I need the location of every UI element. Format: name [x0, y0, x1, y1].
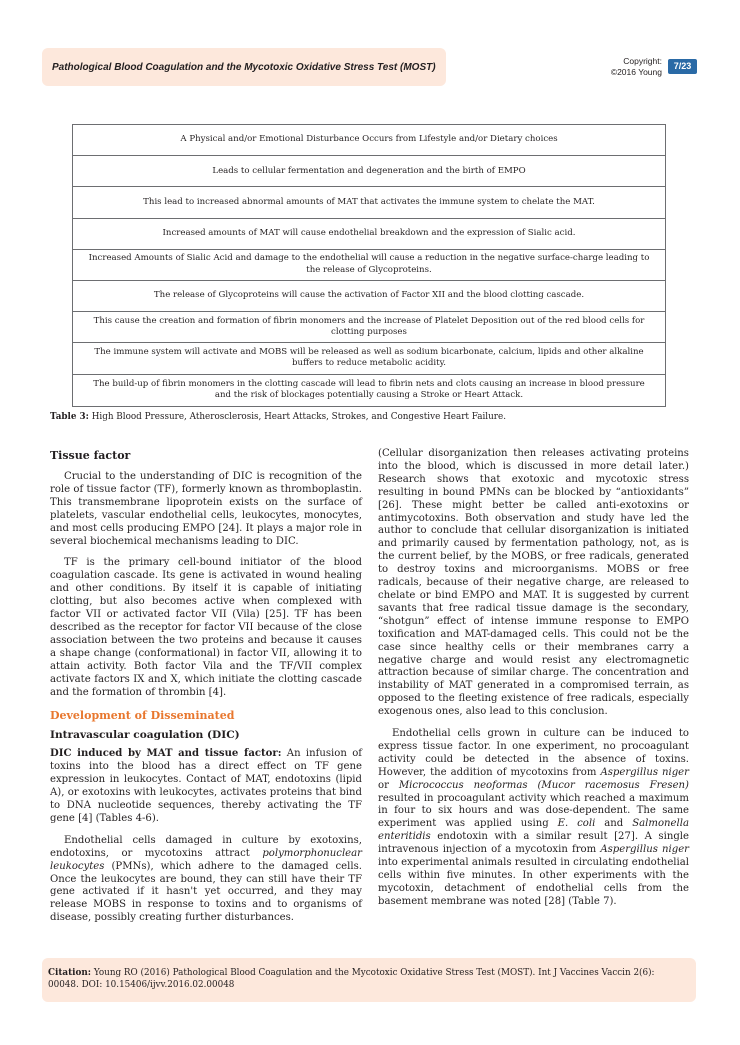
table-caption-label: Table 3: — [50, 412, 89, 422]
flow-table — [72, 124, 666, 407]
table-row: The immune system will activate and MOBS will be released as well as sodium bicarbonate, calcium, lipids and other alkaline buffers to reduce metabolic acidity. — [73, 343, 665, 374]
citation — [48, 967, 688, 991]
table-row: This lead to increased abnormal amounts of MAT that activates the immune system to chelate the MAT. — [73, 187, 665, 218]
italic-term: Salmonella enteritidis — [378, 818, 689, 843]
page-number-badge: 7/23 — [668, 59, 697, 74]
italic-term: polymorphonuclear leukocytes — [50, 847, 362, 872]
paragraph-text: into experimental animals resulted in circulating endothelial cells within five minutes. In other experiments with the mycotoxin, detachment of endothelial cells from the basement membrane was noted [28] (Table 7). — [378, 857, 689, 907]
paragraph: (Cellular disorganization then releases activating proteins into the blood, which is discussed in more detail later.) Research shows that exotoxic and mycotoxic stress resulting in bound PMNs can be blocked by “antioxidants” [26]. These might better be called anti-exotoxins or antimycotoxins. Both observation and study have led the author to conclude that cellular disorganization is initiated and primarily caused by fermentation pathology, not, as is the current belief, by the MOBS, or free radicals, generated to destroy toxins and microorganisms. MOBS or free radicals, because of their negative charge, are released to chelate or bind EMPO and MAT. It is suggested by current savants that free radical tissue damage is the secondary, “shotgun” effect of intense immune response to EMPO toxification and MAT-damaged cells. This could not be the case since healthy cells or their membranes carry a negative charge and would resist any electromagnetic attraction because of similar charge. The concentration and instability of MAT generated in a compromised terrain, as opposed to the fleeting existence of free radicals, especially exogenous ones, also lead to this conclusion. — [378, 448, 689, 718]
paragraph-text: An infusion of toxins into the blood has a direct effect on TF gene expression in leukocytes. Contact of MAT, endotoxins (lipid A), or exotoxins with leukocytes, activates proteins that bind to DNA nucleotide sequences, thereby activating the TF gene [4] (Tables 4-6). — [50, 748, 363, 824]
citation-text: Young RO (2016) Pathological Blood Coagulation and the Mycotoxic Oxidative Stress Test (MOST). Int J Vaccines Vaccin 2(6): 00048. DOI: 10.15406/ijvv.2016.02.00048 — [48, 968, 655, 990]
italic-term: Aspergillus niger — [600, 766, 689, 778]
table-row: This cause the creation and formation of fibrin monomers and the increase of Platelet Deposition out of the red blood cells for clotting purposes — [73, 312, 665, 343]
section-heading-development: Development of Disseminated — [50, 709, 235, 723]
paragraph-text: Endothelial cells grown in culture can be induced to express tissue factor. In one experiment, no procoagulant activity could be detected in the absence of toxins. However, the addition of mycotoxins from — [378, 728, 689, 778]
subheading-dic: Intravascular coagulation (DIC) — [50, 729, 240, 742]
left-column — [50, 448, 362, 934]
paragraph-text: (PMNs), which adhere to the damaged cells. Once the leukocytes are bound, they can still have their TF gene activated if it hasn't yet occurred, and they may release MOBS in response to toxins and to organisms of disease, possibly creating further disturbances. — [50, 860, 362, 924]
table-row: Increased amounts of MAT will cause endothelial breakdown and the expression of Sialic acid. — [73, 219, 665, 250]
paragraph-lead: DIC induced by MAT and tissue factor: — [50, 748, 282, 760]
paragraph — [378, 728, 689, 909]
citation-label: Citation: — [48, 968, 92, 978]
table-row: Leads to cellular fermentation and degeneration and the birth of EMPO — [73, 156, 665, 187]
table-caption-text: High Blood Pressure, Atherosclerosis, Heart Attacks, Strokes, and Congestive Heart Failure. — [88, 412, 506, 422]
italic-term: Aspergillus niger — [600, 844, 689, 856]
copyright-notice — [590, 56, 662, 78]
copyright-label: Copyright: — [623, 56, 662, 66]
paragraph-text: resulted in procoagulant activity which reached a maximum in four to six hours and was dose-dependent. The same experiment was applied using — [378, 792, 689, 830]
table-row: The release of Glycoproteins will cause the activation of Factor XII and the blood clotting cascade. — [73, 281, 665, 312]
paragraph: Crucial to the understanding of DIC is recognition of the role of tissue factor (TF), formerly known as thromboplastin. This transmembrane lipoprotein exists on the surface of platelets, vascular endothelial cells, leukocytes, monocytes, and most cells producing EMPO [24]. It plays a major role in several biochemical mechanisms leading to DIC. — [50, 471, 362, 547]
section-heading-tissue-factor: Tissue factor — [50, 449, 131, 462]
paragraph: TF is the primary cell-bound initiator of the blood coagulation cascade. Its gene is activated in wound healing and other conditions. By itself it is capable of initiating clotting, but also becomes active when complexed with factor VII or activated factor VII (Vila) [25]. TF has been described as the receptor for factor VII because of the close association between the two proteins and because it causes a shape change (conformational) in factor VII, allowing it to attain activity. Both factor Vila and the TF/VII complex activate factors IX and X, which initiate the clotting cascade and the formation of thrombin [4]. — [50, 557, 362, 698]
italic-term: E. coli — [557, 818, 596, 830]
table-caption — [50, 411, 690, 423]
paragraph-text: Endothelial cells damaged in culture by exotoxins, endotoxins, or mycotoxins attract — [50, 834, 362, 859]
paragraph-text: and — [595, 818, 633, 830]
paragraph — [50, 748, 362, 825]
copyright-holder: ©2016 Young — [610, 67, 662, 77]
paragraph-text: endotoxin with a similar result [27]. A single intravenous injection of a mycotoxin from — [378, 831, 689, 856]
right-column — [378, 448, 689, 918]
table-row: Increased Amounts of Sialic Acid and damage to the endothelial will cause a reduction in the negative surface-charge leading to the release of Glycoproteins. — [73, 250, 665, 281]
paragraph — [50, 835, 362, 925]
table-row: The build-up of fibrin monomers in the clotting cascade will lead to fibrin nets and clots causing an increase in blood pressure and the risk of blockages potentially causing a Stroke or Heart Attack. — [93, 378, 645, 401]
paragraph-text: or — [378, 779, 399, 791]
table-row: A Physical and/or Emotional Disturbance Occurs from Lifestyle and/or Dietary choices — [73, 125, 665, 156]
running-title: Pathological Blood Coagulation and the Mycotoxic Oxidative Stress Test (MOST) — [52, 62, 436, 73]
italic-term: Micrococcus neoformas (Mucor racemosus Fresen) — [398, 779, 689, 791]
